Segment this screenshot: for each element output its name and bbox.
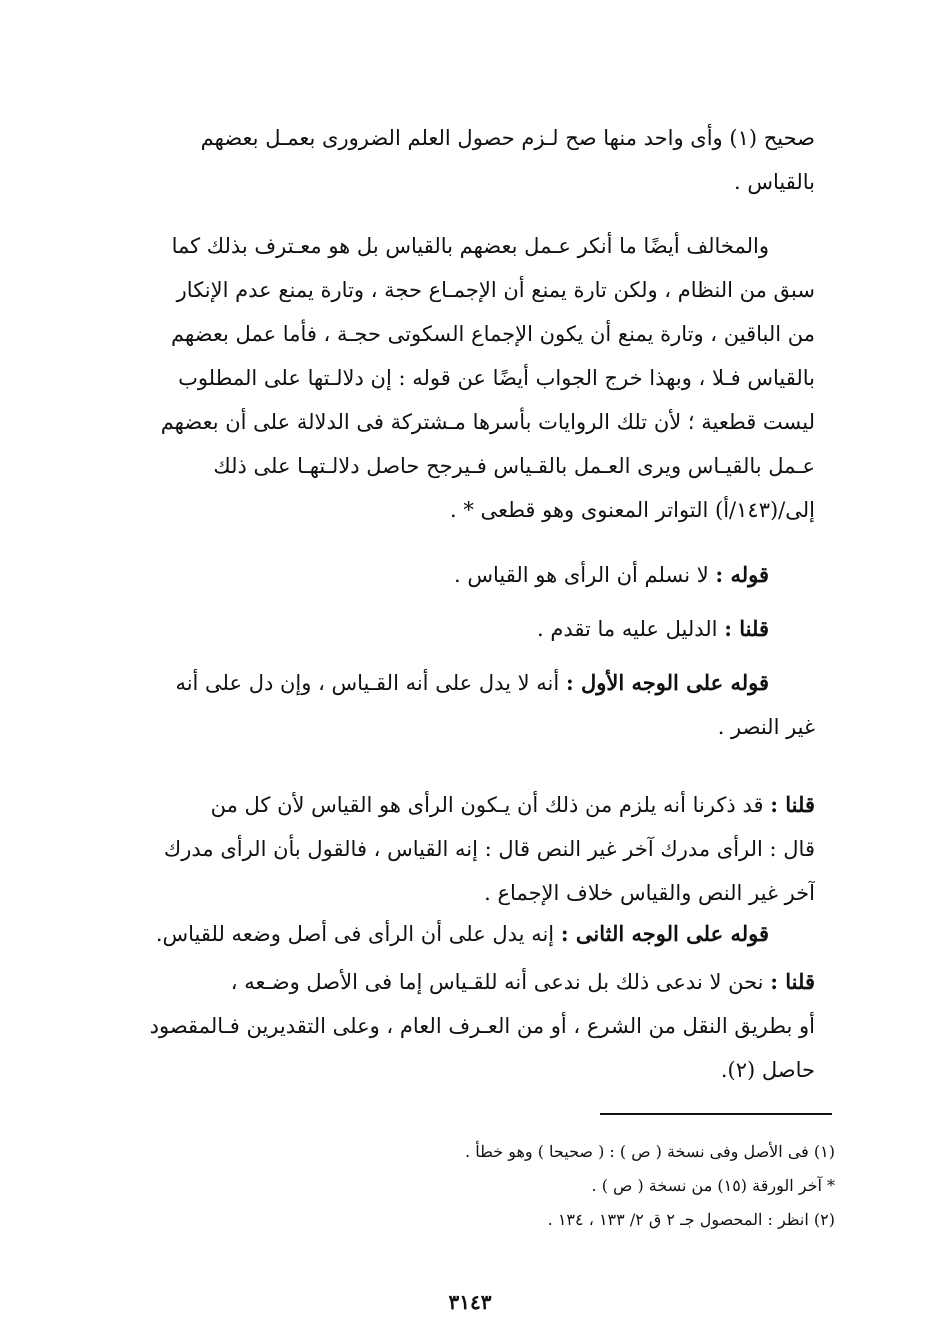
text-line (105, 783, 815, 827)
statement-text: نحن لا ندعى ذلك بل ندعى أنه للقـياس إما فى الأصل وضـعه ، (230, 970, 764, 994)
text-line (105, 553, 815, 597)
text-line (105, 912, 815, 956)
paragraph-5 (105, 661, 815, 749)
paragraph-3 (105, 553, 815, 597)
footnote-1: (١) فى الأصل وفى نسخة ( ص ) : ( صحيحا ) وهو خطأ . (465, 1142, 835, 1161)
paragraph-6 (105, 783, 815, 915)
speaker-label: قوله على الوجه الثانى : (560, 921, 769, 946)
text-line: والمخالف أيضًا ما أنكر عـمل بعضهم بالقياس بل هو معـترف بذلك كما (171, 234, 769, 258)
paragraph-1 (105, 116, 815, 204)
footnote-marker-note: * آخر الورقة (١٥) من نسخة ( ص ) . (591, 1176, 835, 1195)
paragraph-8 (105, 960, 815, 1092)
statement-text: إنه يدل على أن الرأى فى أصل وضعه للقياس. (155, 922, 555, 946)
footnote-divider (600, 1113, 832, 1115)
speaker-label: قوله على الوجه الأول : (565, 670, 769, 695)
statement-text: لا نسلم أن الرأى هو القياس . (453, 563, 709, 587)
text-line (105, 661, 815, 705)
text-line: غير النصر . (717, 715, 815, 739)
paragraph-7 (105, 912, 815, 956)
text-line: سبق من النظام ، ولكن تارة يمنع أن الإجمـاع حجة ، وتارة يمنع عدم الإنكار (176, 278, 815, 302)
speaker-label: قلنا : (770, 969, 815, 994)
text-line: قال : الرأى مدرك آخر غير النص قال : إنه القياس ، فالقول بأن الرأى مدرك (163, 837, 815, 861)
text-line: إلى/(١٤٣/أ) التواتر المعنوى وهو قطعى * . (450, 498, 815, 522)
paragraph-4 (105, 607, 815, 651)
text-line: عـمل بالقيـاس ويرى العـمل بالقـياس فـيرجح حاصل دلالـتهـا على ذلك (213, 454, 815, 478)
statement-text: قد ذكرنا أنه يلزم من ذلك أن يـكون الرأى هو القياس لأن كل من (210, 793, 764, 817)
speaker-label: قلنا : (724, 616, 769, 641)
page-number: ٣١٤٣ (448, 1290, 492, 1314)
text-line: من الباقين ، وتارة يمنع أن يكون الإجماع السكوتى حجـة ، فأما عمل بعضهم (171, 322, 815, 346)
footnote-2: (٢) انظر : المحصول جـ ٢ ق ٢/ ١٣٣ ، ١٣٤ . (547, 1210, 835, 1229)
statement-text: أنه لا يدل على أنه القـياس ، وإن دل على أنه (175, 671, 560, 695)
speaker-label: قلنا : (770, 792, 815, 817)
text-line: بالقياس . (734, 170, 815, 194)
text-line: بالقياس فـلا ، وبهذا خرج الجواب أيضًا عن قوله : إن دلالـتها على المطلوب (178, 366, 815, 390)
text-line: أو بطريق النقل من الشرع ، أو من العـرف العام ، وعلى التقديرين فـالمقصود (149, 1014, 815, 1038)
speaker-label: قوله : (715, 562, 769, 587)
text-line: صحيح (١) وأى واحد منها صح لـزم حصول العلم الضرورى بعمـل بعضهم (200, 126, 815, 150)
footnotes (300, 1135, 835, 1237)
text-line (105, 960, 815, 1004)
statement-text: الدليل عليه ما تقدم . (537, 617, 718, 641)
text-line: ليست قطعية ؛ لأن تلك الروايات بأسرها مـشتركة فى الدلالة على أن بعضهم (160, 410, 815, 434)
text-line: آخر غير النص والقياس خلاف الإجماع . (484, 881, 815, 905)
text-line (105, 607, 815, 651)
paragraph-2 (105, 224, 815, 532)
text-line: حاصل (٢). (720, 1058, 815, 1082)
